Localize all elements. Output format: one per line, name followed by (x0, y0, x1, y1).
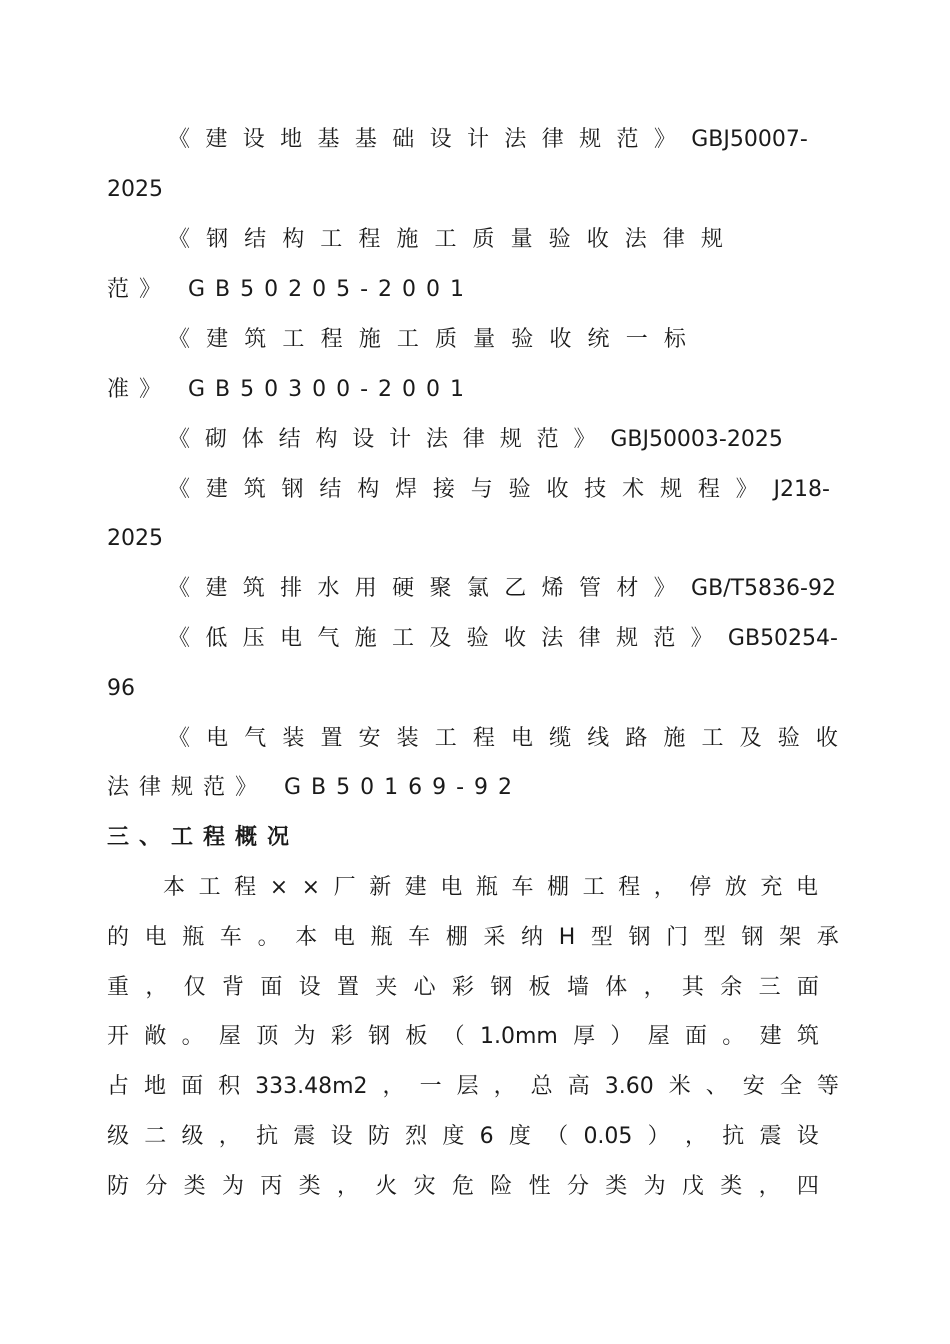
standard-text: 2025 (107, 526, 163, 551)
standard-text: 《 建 筑 钢 结 构 焊 接 与 验 收 技 术 规 程 》 J218- (168, 477, 830, 502)
standard-text: 96 (107, 676, 135, 701)
standard-text: 《 低 压 电 气 施 工 及 验 收 法 律 规 范 》 GB50254- (168, 626, 838, 651)
standard-item-7-line-1 (168, 624, 838, 654)
paragraph-line-1 (163, 873, 818, 903)
paragraph-line-7 (107, 1172, 819, 1202)
section-heading-text: 三、工程概况 (107, 825, 300, 850)
standard-item-8-line-2 (107, 773, 522, 803)
standard-text: 2025 (107, 177, 163, 202)
standard-item-8-line-1 (168, 724, 838, 754)
paragraph-line-5 (107, 1072, 839, 1102)
standard-text: 法律规范》 GB50169-92 (107, 775, 523, 800)
standard-text: 范》 GB50205-2001 (107, 277, 475, 302)
standard-text: 《 建 筑 排 水 用 硬 聚 氯 乙 烯 管 材 》 GB/T5836-92 (168, 576, 836, 601)
section-heading (107, 823, 299, 853)
paragraph-line-2 (107, 923, 839, 953)
standard-item-3-line-2 (107, 375, 474, 405)
standard-item-3-line-1 (168, 325, 686, 355)
standard-text: 准》 GB50300-2001 (107, 377, 475, 402)
paragraph-text: 重 ， 仅 背 面 设 置 夹 心 彩 钢 板 墙 体 ， 其 余 三 面 (107, 975, 819, 1000)
standard-item-6 (168, 574, 836, 604)
standard-item-1-line-2 (107, 175, 163, 205)
paragraph-line-3 (107, 973, 819, 1003)
standard-item-4 (168, 425, 783, 455)
paragraph-text: 的 电 瓶 车 。 本 电 瓶 车 棚 采 纳 H 型 钢 门 型 钢 架 承 (107, 925, 839, 950)
standard-item-2-line-2 (107, 275, 474, 305)
standard-item-2-line-1 (168, 225, 723, 255)
paragraph-text: 开 敞 。 屋 顶 为 彩 钢 板 （ 1.0mm 厚 ） 屋 面 。 建 筑 (107, 1024, 819, 1049)
standard-text: 《 建 筑 工 程 施 工 质 量 验 收 统 一 标 (168, 327, 686, 352)
standard-item-7-line-2 (107, 674, 135, 704)
standard-text: 《 钢 结 构 工 程 施 工 质 量 验 收 法 律 规 (168, 227, 723, 252)
paragraph-text: 占 地 面 积 333.48m2 ， 一 层 ， 总 高 3.60 米 、 安 全 等 (107, 1074, 839, 1099)
standard-text: 《 砌 体 结 构 设 计 法 律 规 范 》 GBJ50003-2025 (168, 427, 783, 452)
paragraph-line-4 (107, 1022, 819, 1052)
paragraph-text: 本 工 程 × × 厂 新 建 电 瓶 车 棚 工 程 ， 停 放 充 电 (163, 875, 818, 900)
paragraph-text: 防 分 类 为 丙 类 ， 火 灾 危 险 性 分 类 为 戊 类 ， 四 (107, 1174, 819, 1199)
paragraph-line-6 (107, 1122, 819, 1152)
standard-item-5-line-2 (107, 524, 163, 554)
paragraph-text: 级 二 级 ， 抗 震 设 防 烈 度 6 度 （ 0.05 ） ， 抗 震 设 (107, 1124, 819, 1149)
standard-text: 《 电 气 装 置 安 装 工 程 电 缆 线 路 施 工 及 验 收 (168, 726, 838, 751)
standard-text: 《 建 设 地 基 基 础 设 计 法 律 规 范 》 GBJ50007- (168, 127, 808, 152)
standard-item-1-line-1 (168, 125, 808, 155)
standard-item-5-line-1 (168, 475, 830, 505)
